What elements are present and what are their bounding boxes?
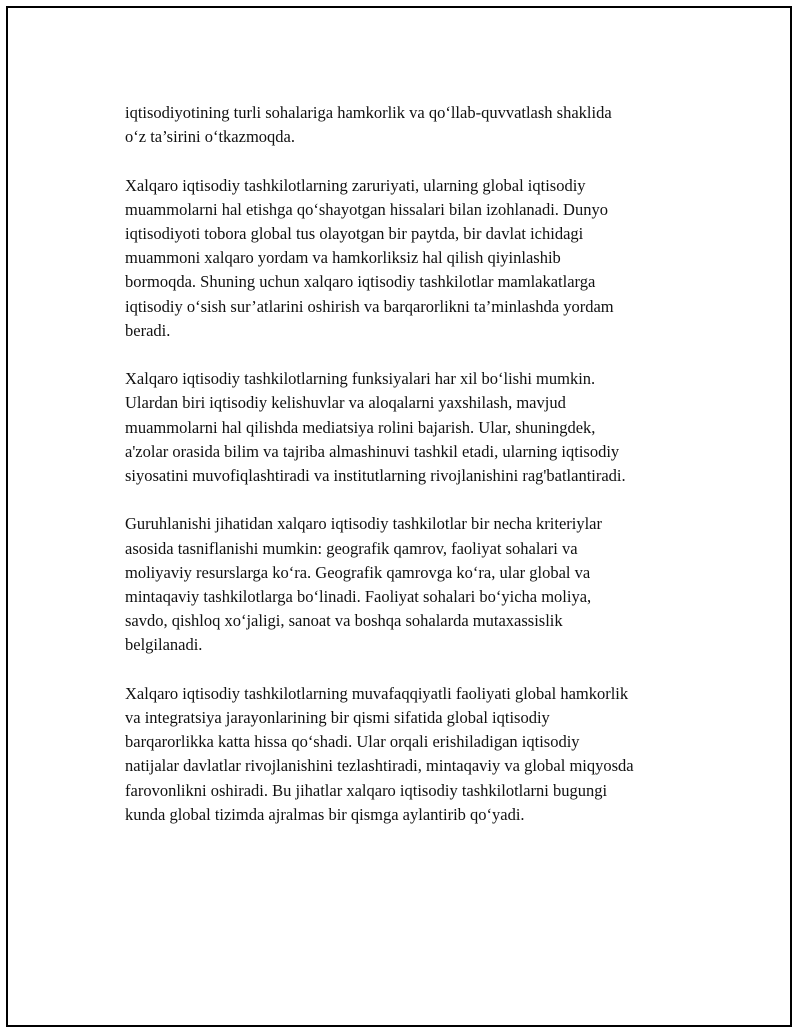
- paragraph-5: Xalqaro iqtisodiy tashkilotlarning muvafaqqiyatli faoliyati global hamkorlik va integratsiya jarayonlarining bir qismi sifatida global iqtisodiy barqarorlikka katta hissa qo‘shadi. Ular orqali erishiladigan iqtisodiy natijalar davlatlar rivojlanishini tezlashtiradi, mintaqaviy va global miqyosda farovonlikni oshiradi. Bu jihatlar xalqaro iqtisodiy tashkilotlarni bugungi kunda global tizimda ajralmas bir qismga aylantirib qo‘yadi.: [125, 683, 634, 824]
- page-frame: [6, 6, 792, 1027]
- paragraph-4: Guruhlanishi jihatidan xalqaro iqtisodiy tashkilotlar bir necha kriteriylar asosida tasniflanishi mumkin: geografik qamrov, faoliyat sohalari va moliyaviy resurslarga ko‘ra. Geografik qamrovga ko‘ra, ular global va mintaqaviy tashkilotlarga bo‘linadi. Faoliyat sohalari bo‘yicha moliya, savdo, qishloq xo‘jaligi, sanoat va boshqa sohalarda mutaxassislik belgilanadi.: [125, 514, 603, 655]
- paragraph-1: iqtisodiyotining turli sohalariga hamkorlik va qo‘llab-quvvatlash shaklida o‘z ta’sirini o‘tkazmoqda.: [125, 103, 612, 147]
- paragraph-2: Xalqaro iqtisodiy tashkilotlarning zaruriyati, ularning global iqtisodiy muammolarni hal etishga qo‘shayotgan hissalari bilan izohlanadi. Dunyo iqtisodiyoti tobora global tus olayotgan bir paytda, bir davlat ichidagi muammoni xalqaro yordam va hamkorliksiz hal qilish qiyinlashib bormoqda. Shuning uchun xalqaro iqtisodiy tashkilotlar mamlakatlarga iqtisodiy o‘sish sur’atlarini oshirish va barqarorlikni ta’minlashda yordam beradi.: [125, 175, 614, 340]
- paragraph-3: Xalqaro iqtisodiy tashkilotlarning funksiyalari har xil bo‘lishi mumkin. Ulardan biri iqtisodiy kelishuvlar va aloqalarni yaxshilash, mavjud muammolarni hal qilishda mediatsiya rolini bajarish. Ular, shuningdek, a'zolar orasida bilim va tajriba almashinuvi tashkil etadi, ularning iqtisodiy siyosatini muvofiqlashtiradi va institutlarning rivojlanishini rag'batlantiradi.: [125, 369, 626, 486]
- document-body: [125, 101, 700, 851]
